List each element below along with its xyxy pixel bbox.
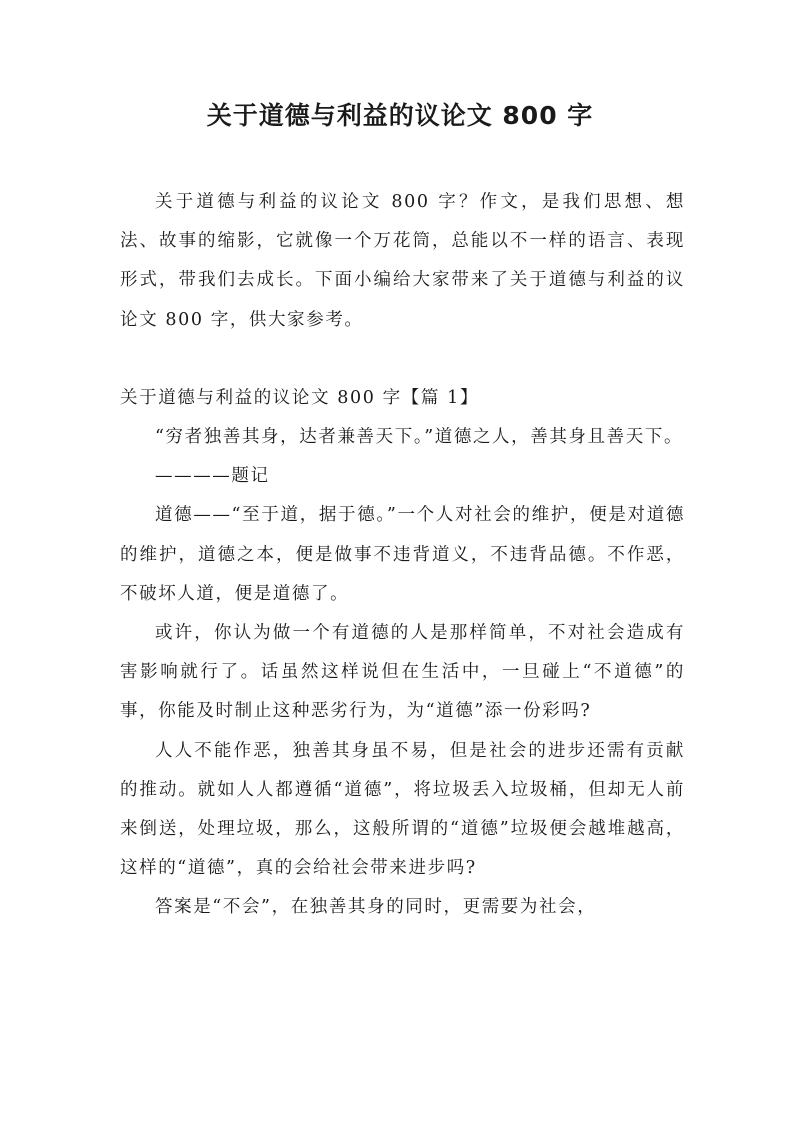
- epigraph-quote: “穷者独善其身，达者兼善天下。”道德之人，善其身且善天下。: [155, 427, 684, 448]
- body-paragraph: 或许，你认为做一个有道德的人是那样简单，不对社会造成有害影响就行了。话虽然这样说但在生活中，一旦碰上“不道德”的事，你能及时制止这种恶劣行为，为“道德”添一份彩吗?: [120, 623, 685, 722]
- epigraph-attribution: ————题记: [155, 466, 270, 487]
- body-paragraph: 答案是“不会”，在独善其身的同时，更需要为社会，: [155, 897, 597, 918]
- document-title: 关于道德与利益的议论文 800 字: [206, 101, 594, 130]
- paragraph-spacer: [120, 340, 685, 379]
- body-paragraph: 人人不能作恶，独善其身虽不易，但是社会的进步还需有贡献的推动。就如人人都遵循“道德”，将垃圾丢入垃圾桶，但却无人前来倒送，处理垃圾，那么，这般所谓的“道德”垃圾便会越堆越高，这样的“道德”，真的会给社会带来进步吗?: [120, 740, 685, 879]
- body-paragraph: 道德——“至于道，据于德。”一个人对社会的维护，便是对道德的维护，道德之本，便是做事不违背道义，不违背品德。不作恶，不破坏人道，便是道德了。: [120, 505, 685, 604]
- intro-paragraph: 关于道德与利益的议论文 800 字？作文，是我们思想、想法、故事的缩影，它就像一个万花筒，总能以不一样的语言、表现形式，带我们去成长。下面小编给大家带来了关于道德与利益的议论文 800 字，供大家参考。: [120, 192, 685, 330]
- document-body: [120, 183, 685, 928]
- section-heading: 关于道德与利益的议论文 800 字【篇 1】: [120, 387, 479, 408]
